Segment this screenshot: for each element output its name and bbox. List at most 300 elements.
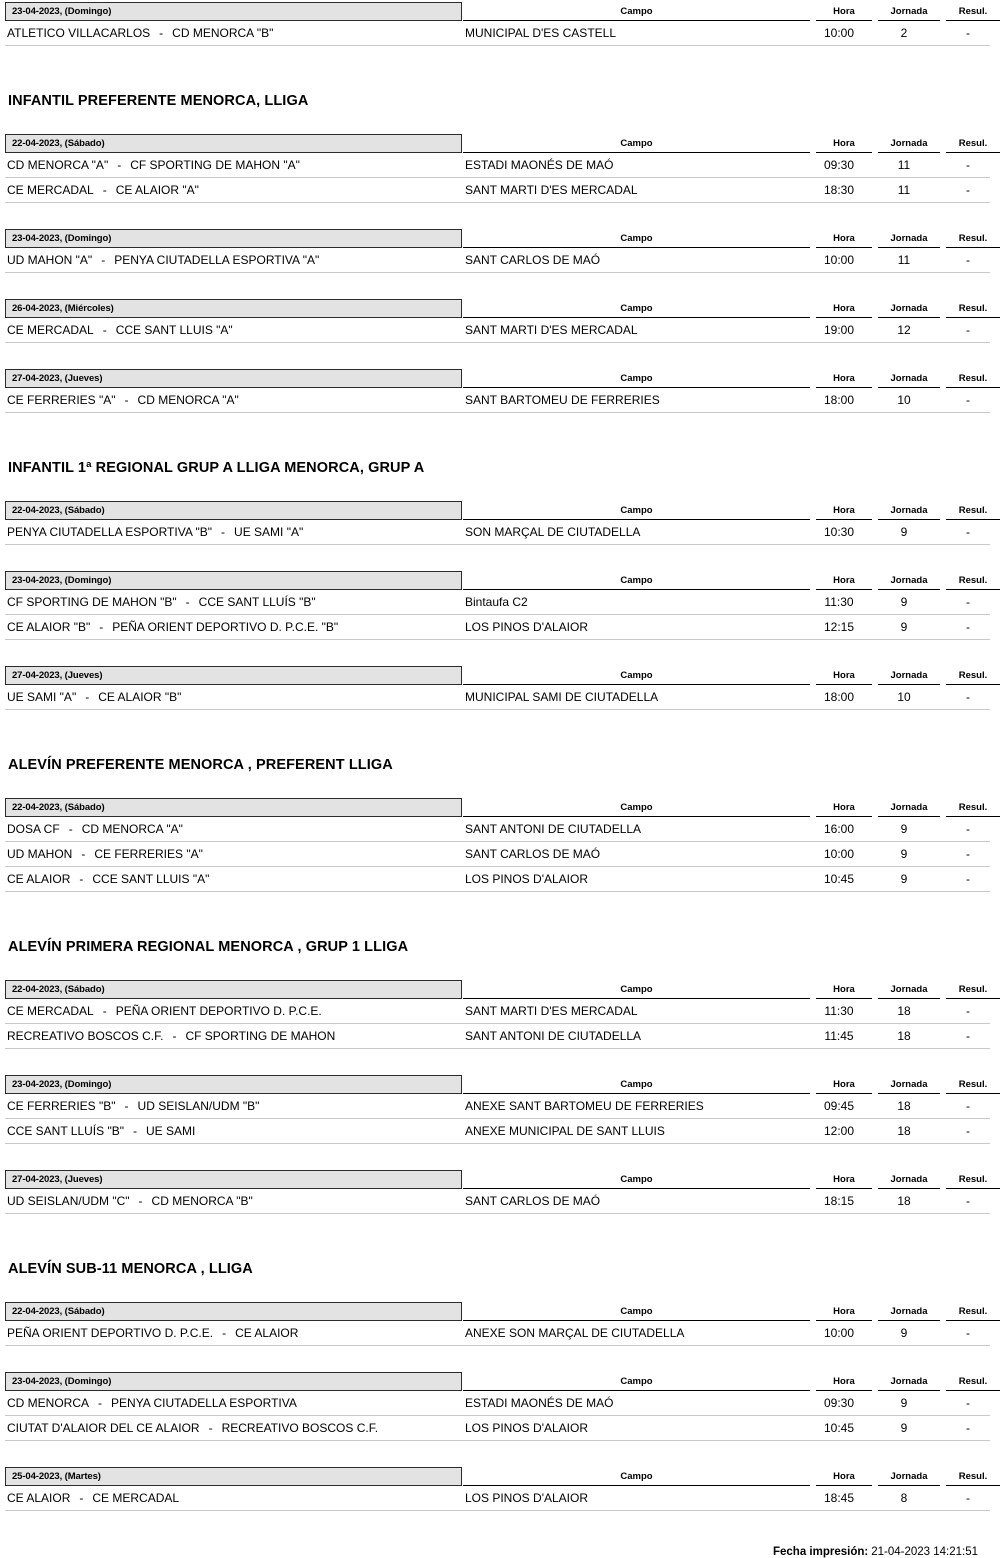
versus-separator: - — [81, 847, 86, 861]
versus-separator: - — [159, 26, 164, 40]
match-teams — [5, 1491, 463, 1505]
match-row — [5, 615, 990, 640]
away-team: CE ALAIOR — [235, 1326, 299, 1340]
match-teams — [5, 872, 463, 886]
versus-separator: - — [85, 690, 90, 704]
match-teams — [5, 158, 463, 172]
match-row — [5, 1391, 990, 1416]
match-time: 10:45 — [823, 1421, 855, 1435]
match-result: - — [966, 393, 970, 407]
column-header-resul: Resul. — [946, 503, 1000, 520]
day-block — [5, 132, 990, 203]
competition-section — [5, 734, 990, 892]
column-header-jornada: Jornada — [878, 1374, 940, 1391]
match-teams — [5, 183, 463, 197]
match-time: 18:00 — [823, 393, 855, 407]
match-time: 11:30 — [824, 1004, 854, 1018]
home-team: UD MAHON "A" — [7, 253, 93, 267]
match-row — [5, 842, 990, 867]
versus-separator: - — [222, 1326, 227, 1340]
home-team: CF SPORTING DE MAHON "B" — [7, 595, 177, 609]
day-header-row — [5, 978, 990, 999]
match-matchday: 9 — [900, 1421, 908, 1435]
away-team: CE MERCADAL — [92, 1491, 180, 1505]
column-header-jornada: Jornada — [878, 231, 940, 248]
print-footer — [5, 1535, 990, 1558]
column-header-resul: Resul. — [946, 1469, 1000, 1486]
match-time: 09:30 — [823, 158, 855, 172]
column-header-jornada: Jornada — [878, 800, 940, 817]
column-header-campo: Campo — [463, 1374, 810, 1391]
away-team: CE ALAIOR "B" — [98, 690, 182, 704]
match-time: 10:30 — [823, 525, 855, 539]
away-team: CCE SANT LLUIS "A" — [92, 872, 210, 886]
home-team: CE MERCADAL — [7, 1004, 94, 1018]
match-matchday: 18 — [897, 1194, 911, 1208]
away-team: CE FERRERIES "A" — [94, 847, 203, 861]
match-venue: SANT MARTI D'ES MERCADAL — [465, 183, 638, 197]
match-teams — [5, 1029, 463, 1043]
date-chip: 25-04-2023, (Martes) — [5, 1467, 462, 1486]
day-block — [5, 1300, 990, 1346]
column-header-jornada: Jornada — [878, 1469, 940, 1486]
match-teams — [5, 1194, 463, 1208]
column-header-resul: Resul. — [946, 4, 1000, 21]
match-venue: SANT MARTI D'ES MERCADAL — [465, 323, 638, 337]
home-team: ATLETICO VILLACARLOS — [7, 26, 151, 40]
column-header-campo: Campo — [463, 4, 810, 21]
match-result: - — [966, 1004, 970, 1018]
match-venue: ANEXE SON MARÇAL DE CIUTADELLA — [465, 1326, 685, 1340]
match-venue: LOS PINOS D'ALAIOR — [465, 872, 588, 886]
match-row — [5, 388, 990, 413]
versus-separator: - — [124, 393, 129, 407]
column-headers — [462, 134, 1000, 153]
column-header-hora: Hora — [816, 668, 872, 685]
date-chip: 23-04-2023, (Domingo) — [5, 229, 462, 248]
versus-separator: - — [172, 1029, 177, 1043]
column-headers — [462, 798, 1000, 817]
sections-container — [5, 0, 990, 1511]
day-header-row — [5, 297, 990, 318]
column-header-hora: Hora — [816, 573, 872, 590]
match-time: 10:00 — [823, 26, 855, 40]
home-team: DOSA CF — [7, 822, 60, 836]
date-chip: 23-04-2023, (Domingo) — [5, 1372, 462, 1391]
match-row — [5, 590, 990, 615]
home-team: UD MAHON — [7, 847, 73, 861]
match-time: 09:45 — [823, 1099, 855, 1113]
match-teams — [5, 822, 463, 836]
match-row — [5, 1486, 990, 1511]
match-matchday: 11 — [897, 253, 911, 267]
column-header-jornada: Jornada — [878, 503, 940, 520]
column-header-campo: Campo — [463, 573, 810, 590]
competition-title: INFANTIL PREFERENTE MENORCA, LLIGA — [8, 92, 309, 109]
match-result: - — [966, 1491, 970, 1505]
column-header-hora: Hora — [816, 4, 872, 21]
match-venue: MUNICIPAL SAMI DE CIUTADELLA — [465, 690, 659, 704]
match-teams — [5, 847, 463, 861]
away-team: CE ALAIOR "A" — [115, 183, 199, 197]
column-header-campo: Campo — [463, 1172, 810, 1189]
column-header-hora: Hora — [816, 301, 872, 318]
match-teams — [5, 1004, 463, 1018]
day-block — [5, 1168, 990, 1214]
match-row — [5, 1189, 990, 1214]
match-result: - — [966, 323, 970, 337]
date-chip: 26-04-2023, (Miércoles) — [5, 299, 462, 318]
match-row — [5, 1024, 990, 1049]
column-header-resul: Resul. — [946, 1374, 1000, 1391]
column-header-hora: Hora — [816, 1469, 872, 1486]
match-matchday: 11 — [897, 158, 911, 172]
match-matchday: 9 — [900, 872, 908, 886]
match-matchday: 9 — [900, 822, 908, 836]
match-teams — [5, 525, 463, 539]
home-team: CE ALAIOR — [7, 1491, 71, 1505]
away-team: CD MENORCA "B" — [172, 26, 274, 40]
match-row — [5, 153, 990, 178]
match-row — [5, 1094, 990, 1119]
match-time: 10:00 — [823, 847, 855, 861]
day-block — [5, 0, 990, 46]
column-header-resul: Resul. — [946, 371, 1000, 388]
column-header-campo: Campo — [463, 136, 810, 153]
column-headers — [462, 980, 1000, 999]
day-block — [5, 1073, 990, 1144]
match-matchday: 12 — [897, 323, 911, 337]
match-matchday: 9 — [900, 847, 908, 861]
print-date-label: Fecha impresión: — [772, 1546, 869, 1558]
match-result: - — [966, 1194, 970, 1208]
date-chip: 22-04-2023, (Sábado) — [5, 1302, 462, 1321]
column-header-jornada: Jornada — [878, 668, 940, 685]
column-header-campo: Campo — [463, 371, 810, 388]
match-venue: MUNICIPAL D'ES CASTELL — [465, 26, 616, 40]
column-header-resul: Resul. — [946, 1172, 1000, 1189]
away-team: PEÑA ORIENT DEPORTIVO D. P.C.E. "B" — [112, 620, 339, 634]
match-result: - — [966, 1421, 970, 1435]
match-row — [5, 21, 990, 46]
match-teams — [5, 393, 463, 407]
match-result: - — [966, 1124, 970, 1138]
column-header-resul: Resul. — [946, 136, 1000, 153]
home-team: PEÑA ORIENT DEPORTIVO D. P.C.E. — [7, 1326, 214, 1340]
versus-separator: - — [99, 620, 104, 634]
match-time: 09:30 — [823, 1396, 855, 1410]
column-headers — [462, 666, 1000, 685]
column-header-jornada: Jornada — [878, 573, 940, 590]
match-teams — [5, 26, 463, 40]
day-header-row — [5, 227, 990, 248]
match-teams — [5, 1124, 463, 1138]
date-chip: 27-04-2023, (Jueves) — [5, 666, 462, 685]
away-team: CD MENORCA "A" — [137, 393, 239, 407]
match-time: 18:00 — [823, 690, 855, 704]
match-matchday: 18 — [897, 1099, 911, 1113]
match-venue: SANT BARTOMEU DE FERRERIES — [465, 393, 660, 407]
column-headers — [462, 501, 1000, 520]
match-matchday: 18 — [897, 1029, 911, 1043]
column-header-resul: Resul. — [946, 668, 1000, 685]
match-venue: ESTADI MAONÉS DE MAÓ — [465, 158, 614, 172]
away-team: CD MENORCA "A" — [81, 822, 183, 836]
match-result: - — [966, 620, 970, 634]
match-result: - — [966, 690, 970, 704]
away-team: PEÑA ORIENT DEPORTIVO D. P.C.E. — [115, 1004, 322, 1018]
match-teams — [5, 595, 463, 609]
match-venue: ANEXE MUNICIPAL DE SANT LLUIS — [465, 1124, 665, 1138]
match-row — [5, 817, 990, 842]
column-headers — [462, 229, 1000, 248]
day-header-row — [5, 1073, 990, 1094]
column-header-hora: Hora — [816, 1077, 872, 1094]
match-time: 18:30 — [823, 183, 855, 197]
away-team: UE SAMI "A" — [234, 525, 304, 539]
match-result: - — [966, 253, 970, 267]
column-header-hora: Hora — [816, 503, 872, 520]
match-venue: Bintaufa C2 — [465, 595, 528, 609]
match-matchday: 9 — [900, 595, 908, 609]
match-teams — [5, 1099, 463, 1113]
match-venue: LOS PINOS D'ALAIOR — [465, 620, 588, 634]
column-header-hora: Hora — [816, 1374, 872, 1391]
match-venue: ESTADI MAONÉS DE MAÓ — [465, 1396, 614, 1410]
column-header-campo: Campo — [463, 1304, 810, 1321]
home-team: CE FERRERIES "B" — [7, 1099, 116, 1113]
day-block — [5, 796, 990, 892]
away-team: RECREATIVO BOSCOS C.F. — [221, 1421, 379, 1435]
match-result: - — [966, 1029, 970, 1043]
versus-separator: - — [102, 183, 107, 197]
match-teams — [5, 620, 463, 634]
date-chip: 23-04-2023, (Domingo) — [5, 1075, 462, 1094]
match-result: - — [966, 26, 970, 40]
versus-separator: - — [208, 1421, 213, 1435]
match-result: - — [966, 847, 970, 861]
day-header-row — [5, 1168, 990, 1189]
away-team: UD SEISLAN/UDM "B" — [137, 1099, 260, 1113]
away-team: CF SPORTING DE MAHON "A" — [130, 158, 300, 172]
column-header-hora: Hora — [816, 136, 872, 153]
column-header-jornada: Jornada — [878, 4, 940, 21]
match-venue: ANEXE SANT BARTOMEU DE FERRERIES — [465, 1099, 704, 1113]
competition-section — [5, 916, 990, 1214]
column-headers — [462, 299, 1000, 318]
column-headers — [462, 571, 1000, 590]
column-header-campo: Campo — [463, 800, 810, 817]
column-header-jornada: Jornada — [878, 982, 940, 999]
day-header-row — [5, 796, 990, 817]
match-row — [5, 1119, 990, 1144]
match-time: 18:45 — [823, 1491, 855, 1505]
column-headers — [462, 369, 1000, 388]
day-block — [5, 1465, 990, 1511]
match-result: - — [966, 158, 970, 172]
match-venue: SANT CARLOS DE MAÓ — [465, 1194, 601, 1208]
match-matchday: 10 — [897, 393, 911, 407]
day-block — [5, 227, 990, 273]
day-header-row — [5, 367, 990, 388]
column-header-campo: Campo — [463, 503, 810, 520]
match-teams — [5, 1396, 463, 1410]
competition-title: INFANTIL 1ª REGIONAL GRUP A LLIGA MENORCA, GRUP A — [8, 459, 425, 476]
versus-separator: - — [185, 595, 190, 609]
match-row — [5, 1321, 990, 1346]
column-headers — [462, 1170, 1000, 1189]
match-venue: SANT ANTONI DE CIUTADELLA — [465, 1029, 642, 1043]
match-row — [5, 178, 990, 203]
match-result: - — [966, 183, 970, 197]
day-header-row — [5, 499, 990, 520]
match-time: 19:00 — [823, 323, 855, 337]
day-block — [5, 978, 990, 1049]
competition-section — [5, 0, 990, 46]
home-team: CE ALAIOR "B" — [7, 620, 91, 634]
versus-separator: - — [101, 253, 106, 267]
day-block — [5, 569, 990, 640]
home-team: CIUTAT D'ALAIOR DEL CE ALAIOR — [7, 1421, 200, 1435]
competition-title: ALEVÍN PRIMERA REGIONAL MENORCA , GRUP 1 LLIGA — [8, 938, 409, 955]
date-chip: 22-04-2023, (Sábado) — [5, 980, 462, 999]
column-header-resul: Resul. — [946, 231, 1000, 248]
match-matchday: 9 — [900, 525, 908, 539]
column-header-jornada: Jornada — [878, 1172, 940, 1189]
column-header-jornada: Jornada — [878, 1304, 940, 1321]
column-header-jornada: Jornada — [878, 301, 940, 318]
day-block — [5, 297, 990, 343]
match-matchday: 8 — [900, 1491, 908, 1505]
home-team: UE SAMI "A" — [7, 690, 77, 704]
versus-separator: - — [221, 525, 226, 539]
day-header-row — [5, 0, 990, 21]
match-matchday: 10 — [897, 690, 911, 704]
home-team: RECREATIVO BOSCOS C.F. — [7, 1029, 164, 1043]
home-team: CE ALAIOR — [7, 872, 71, 886]
versus-separator: - — [79, 1491, 84, 1505]
match-result: - — [966, 822, 970, 836]
column-header-campo: Campo — [463, 231, 810, 248]
date-chip: 23-04-2023, (Domingo) — [5, 571, 462, 590]
match-row — [5, 867, 990, 892]
match-teams — [5, 1326, 463, 1340]
home-team: PENYA CIUTADELLA ESPORTIVA "B" — [7, 525, 213, 539]
day-block — [5, 367, 990, 413]
date-chip: 22-04-2023, (Sábado) — [5, 134, 462, 153]
match-time: 12:15 — [823, 620, 855, 634]
match-teams — [5, 253, 463, 267]
column-header-resul: Resul. — [946, 800, 1000, 817]
column-headers — [462, 1075, 1000, 1094]
competition-section — [5, 1238, 990, 1511]
column-header-jornada: Jornada — [878, 136, 940, 153]
match-matchday: 9 — [900, 1326, 908, 1340]
match-result: - — [966, 1099, 970, 1113]
home-team: UD SEISLAN/UDM "C" — [7, 1194, 130, 1208]
day-header-row — [5, 1300, 990, 1321]
home-team: CE MERCADAL — [7, 323, 94, 337]
match-matchday: 9 — [900, 1396, 908, 1410]
home-team: CD MENORCA — [7, 1396, 90, 1410]
versus-separator: - — [79, 872, 84, 886]
day-block — [5, 1370, 990, 1441]
column-headers — [462, 1302, 1000, 1321]
column-header-jornada: Jornada — [878, 1077, 940, 1094]
match-venue: LOS PINOS D'ALAIOR — [465, 1491, 588, 1505]
match-venue: SANT CARLOS DE MAÓ — [465, 847, 601, 861]
home-team: CCE SANT LLUÍS "B" — [7, 1124, 124, 1138]
column-header-hora: Hora — [816, 231, 872, 248]
away-team: PENYA CIUTADELLA ESPORTIVA "A" — [114, 253, 320, 267]
away-team: CCE SANT LLUIS "A" — [115, 323, 233, 337]
match-venue: LOS PINOS D'ALAIOR — [465, 1421, 588, 1435]
match-time: 10:00 — [823, 253, 855, 267]
away-team: CCE SANT LLUÍS "B" — [198, 595, 316, 609]
column-header-resul: Resul. — [946, 1304, 1000, 1321]
day-header-row — [5, 1465, 990, 1486]
day-header-row — [5, 569, 990, 590]
versus-separator: - — [102, 323, 107, 337]
column-headers — [462, 2, 1000, 21]
competition-title: ALEVÍN SUB-11 MENORCA , LLIGA — [8, 1260, 253, 1277]
match-result: - — [966, 1396, 970, 1410]
match-row — [5, 999, 990, 1024]
match-result: - — [966, 595, 970, 609]
away-team: CD MENORCA "B" — [151, 1194, 253, 1208]
column-header-hora: Hora — [816, 1172, 872, 1189]
column-header-campo: Campo — [463, 1077, 810, 1094]
column-header-jornada: Jornada — [878, 371, 940, 388]
match-venue: SON MARÇAL DE CIUTADELLA — [465, 525, 641, 539]
competition-title: ALEVÍN PREFERENTE MENORCA , PREFERENT LLIGA — [8, 756, 393, 773]
match-time: 16:00 — [823, 822, 855, 836]
print-date-value: 21-04-2023 14:21:51 — [871, 1546, 978, 1558]
match-row — [5, 1416, 990, 1441]
day-block — [5, 664, 990, 710]
column-headers — [462, 1372, 1000, 1391]
competition-section — [5, 437, 990, 710]
match-venue: SANT MARTI D'ES MERCADAL — [465, 1004, 638, 1018]
column-header-resul: Resul. — [946, 573, 1000, 590]
day-block — [5, 499, 990, 545]
versus-separator: - — [102, 1004, 107, 1018]
match-matchday: 18 — [897, 1004, 911, 1018]
match-time: 11:30 — [824, 595, 854, 609]
versus-separator: - — [133, 1124, 137, 1138]
versus-separator: - — [98, 1396, 103, 1410]
column-header-resul: Resul. — [946, 1077, 1000, 1094]
away-team: PENYA CIUTADELLA ESPORTIVA — [111, 1396, 297, 1410]
column-header-resul: Resul. — [946, 982, 1000, 999]
day-header-row — [5, 1370, 990, 1391]
column-header-campo: Campo — [463, 668, 810, 685]
versus-separator: - — [68, 822, 73, 836]
match-row — [5, 248, 990, 273]
match-time: 10:45 — [823, 872, 855, 886]
date-chip: 27-04-2023, (Jueves) — [5, 369, 462, 388]
versus-separator: - — [124, 1099, 129, 1113]
home-team: CE MERCADAL — [7, 183, 94, 197]
match-matchday: 11 — [897, 183, 911, 197]
match-row — [5, 685, 990, 710]
match-teams — [5, 1421, 463, 1435]
day-header-row — [5, 664, 990, 685]
match-result: - — [966, 872, 970, 886]
competition-section — [5, 70, 990, 413]
match-matchday: 9 — [900, 620, 908, 634]
column-header-campo: Campo — [463, 1469, 810, 1486]
